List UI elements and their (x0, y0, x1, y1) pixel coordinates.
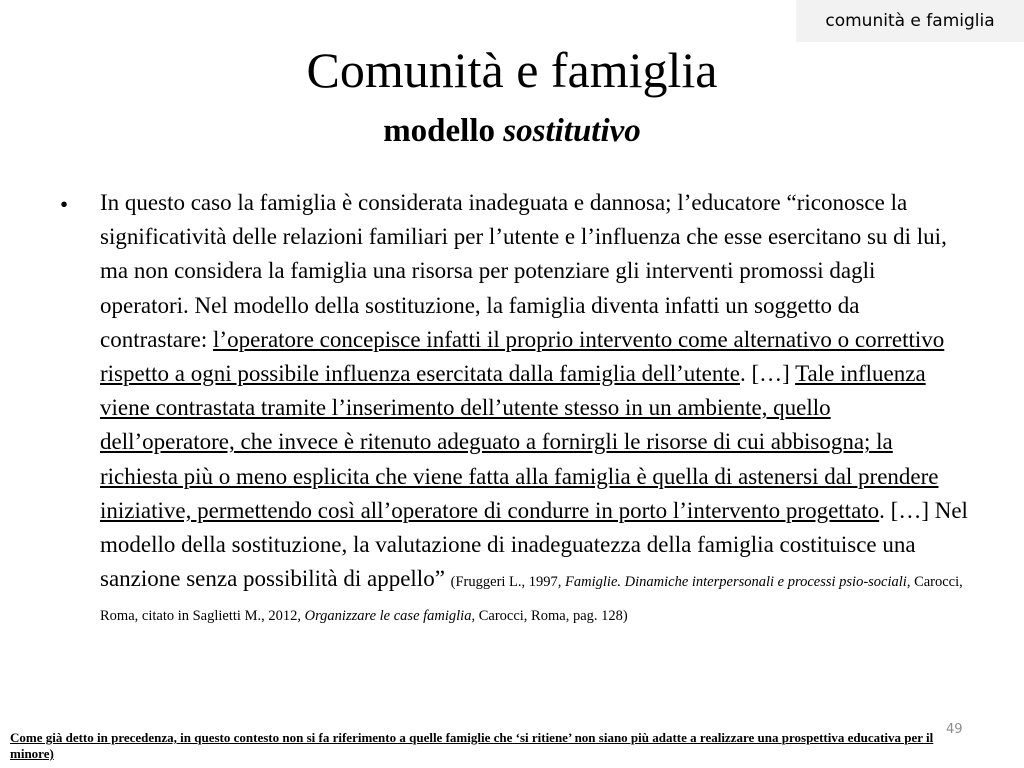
citation-part-1: (Fruggeri L., 1997 (450, 574, 558, 591)
paragraph-text-2: . […] (739, 361, 796, 387)
underlined-quote-1: l’operatore concepisce infatti il proprio intervento come alternativo o correttivo rispetto a ogni possibile influenza esercitata dalla famiglia dell’utente (100, 326, 945, 387)
page-number: 49 (946, 722, 963, 737)
footnote: Come già detto in precedenza, in questo contesto non si fa riferimento a quelle famiglie che ‘si ritiene’ non siano più adatte a realizzare una prospettiva educativa per il minore) (10, 730, 934, 761)
citation-title-1: , Famiglie. Dinamiche interpersonali e processi psio-sociali (557, 574, 907, 591)
slide-subtitle (0, 111, 1024, 151)
slide-title: Comunità e famiglia (306, 42, 718, 98)
subtitle-bold: modello (383, 113, 496, 149)
section-tag: comunità e famiglia (796, 0, 1024, 42)
subtitle-italic: sostitutivo (503, 113, 641, 149)
citation-title-2: , Organizzare le case famiglia (297, 608, 472, 625)
paragraph-text-3: . […] Nel modello della sostituzione, la valutazione di inadeguatezza della famiglia costituisce una sanzione senza possibilità di appello” (100, 497, 968, 592)
bullet-marker: • (60, 192, 69, 217)
paragraph-text-1: In questo caso la famiglia è considerata inadeguata e dannosa; l’educatore “riconosce la significatività delle relazioni familiari per l’utente e l’influenza che esse esercitano su di lui, ma non considera la famiglia una risorsa per potenziare gli interventi promossi dagli operatori. Nel modello della sostituzione, la famiglia diventa infatti un soggetto da contrastare: (100, 190, 947, 352)
body-paragraph (100, 186, 968, 631)
citation-part-3: , Carocci, Roma, pag. 128) (471, 608, 628, 625)
citation-part-2: , Carocci, Roma, citato in Saglietti M., 2012 (100, 574, 963, 625)
underlined-quote-2: Tale influenza viene contrastata tramite l’inserimento dell’utente stesso in un ambiente, quello dell’operatore, che invece è ritenuto adeguato a fornirgli le risorse di cui abbisogna; la richiesta più o meno esplicita che viene fatta alla famiglia è quella di astenersi dal prendere iniziative, permettendo così all’operatore di condurre in porto l’intervento progettato (100, 361, 939, 523)
